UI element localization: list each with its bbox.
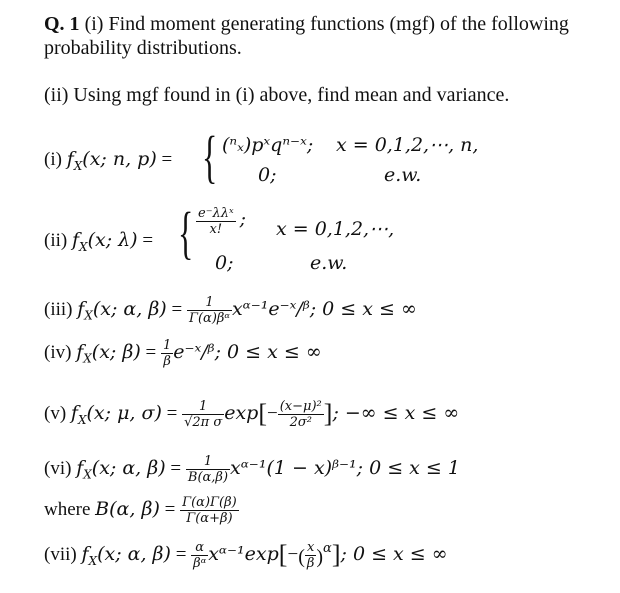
- equation-binomial-lhs: (i) $f_X(x$; n, p) =: [44, 148, 173, 173]
- equation-beta-function: where B(α, β) = $\frac{\Gamma(\alpha)\Gamma(\beta)}{\Gamma(\alpha+\beta)}$: [44, 495, 237, 526]
- equation-gamma: (iii) $f_X(x$; α, β) = $\frac{1}{\text{Γ(α)βᵅ}}$ xᵅ⁻¹e⁻ˣ/ᵝ; 0 ≤ x ≤ ∞: [44, 295, 417, 326]
- question-text: [44, 12, 604, 60]
- binomial-case1-cond: x = 0,1,2,⋯, n,: [336, 134, 479, 156]
- brace-poisson: {: [178, 200, 194, 265]
- equation-beta: (vi) $f_X(x$; α, β) = $\frac{1}{B(\alpha,\beta)}$ xᵅ⁻¹(1 − x)ᵝ⁻¹; 0 ≤ x ≤ 1: [44, 454, 460, 485]
- question-part2: (ii) Using mgf found in (i) above, find mean and variance.: [44, 84, 510, 106]
- poisson-case1-cond: x = 0,1,2,⋯,: [276, 218, 395, 240]
- poisson-case2-cond: e.w.: [310, 252, 348, 274]
- equation-normal: (v) $f_X(x$; μ, σ) = $\frac{1}{\text{√2π σ}}$ exp[− $\frac{\text{(x−μ)²}}{\text{2σ²}}$ ]; −∞ ≤ x ≤ ∞: [44, 399, 460, 431]
- equation-poisson-lhs: (ii) $f_X(x$; λ) =: [44, 229, 154, 254]
- question-part1-cont: probability distributions.: [44, 37, 242, 59]
- poisson-case1-frac: $\frac{\text{e⁻λλˣ}}{x!}$ ;: [198, 206, 247, 237]
- binomial-case2-cond: e.w.: [384, 164, 422, 186]
- brace-binomial: {: [202, 124, 218, 189]
- question-part1: (i) Find moment generating functions (mgf) of the following: [84, 13, 569, 35]
- binomial-case1-expr: (ⁿₓ)pˣqⁿ⁻ˣ;: [222, 134, 314, 156]
- equation-weibull: (vii) $f_X(x$; α, β) = $\frac{\alpha}{\text{βᵅ}}$ xᵅ⁻¹exp[−( $\frac{x}{\beta}$ )$^\alpha$]; 0 ≤ x ≤ ∞: [44, 540, 448, 572]
- equation-exponential: (iv) $f_X(x$; β) = $\frac{1}{\beta}$ e⁻ˣ/ᵝ; 0 ≤ x ≤ ∞: [44, 338, 322, 369]
- question-number: Q. 1: [44, 13, 80, 35]
- poisson-case2-expr: 0;: [215, 252, 234, 274]
- binomial-case2-expr: 0;: [258, 164, 277, 186]
